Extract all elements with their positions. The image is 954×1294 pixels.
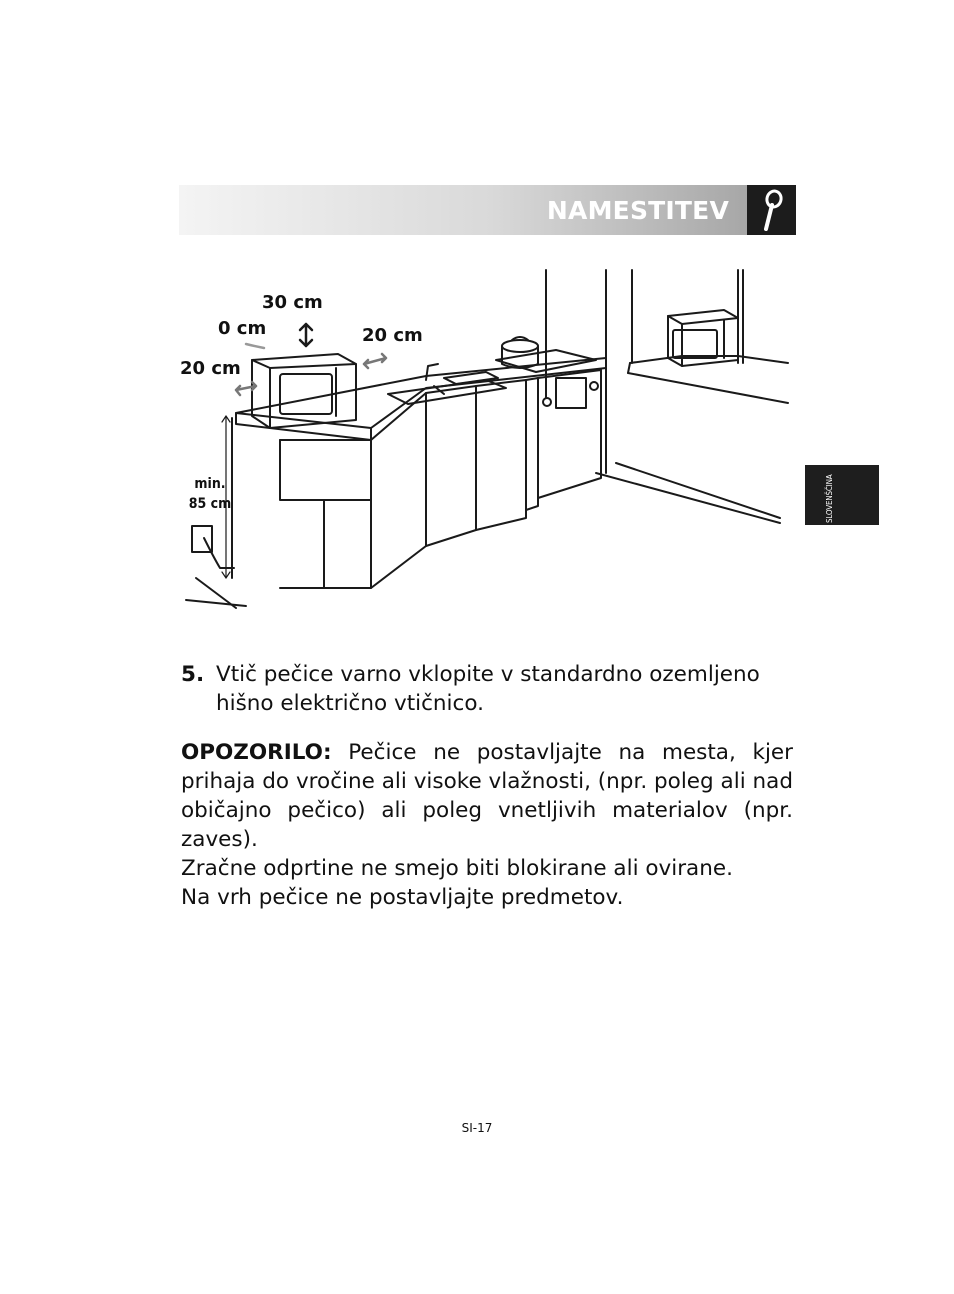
clearance-top-label: 30 cm [262,292,323,313]
language-tab [805,465,879,525]
step-text: Vtič pečice varno vklopite v standardno ozemljeno hišno električno vtičnico. [216,662,760,716]
kitchen-drawing [176,268,796,613]
installation-illustration [176,268,796,613]
warning-text: Pečice ne postavljajte na mesta, kjer prihaja do vročine ali visoke vlažnosti, (npr. poleg ali nad običajno pečico) ali poleg vnetljivih materialov (npr. zaves). [181,740,793,852]
warning-block [181,738,793,912]
warning-label: OPOZORILO: [181,740,332,765]
clearance-right-label: 20 cm [362,325,423,346]
min-label: min. [194,476,226,492]
section-title: NAMESTITEV [546,196,729,225]
warning-line-3: Na vrh pečice ne postavljajte predmetov. [181,885,624,910]
step-number: 5. [181,662,205,687]
section-header [179,185,747,235]
wrench-icon [747,185,796,235]
clearance-left-label: 20 cm [180,358,241,379]
min-height-label [186,474,234,514]
clearance-back-label: 0 cm [218,318,267,339]
warning-paragraph [181,738,793,854]
page-number: SI-17 [461,1121,493,1135]
warning-line-2: Zračne odprtine ne smejo biti blokirane ali ovirane. [181,856,733,881]
height-value-label: 85 cm [188,496,232,512]
language-tab-label: SLOVENŠČINA [825,474,834,523]
step-5 [181,660,795,718]
